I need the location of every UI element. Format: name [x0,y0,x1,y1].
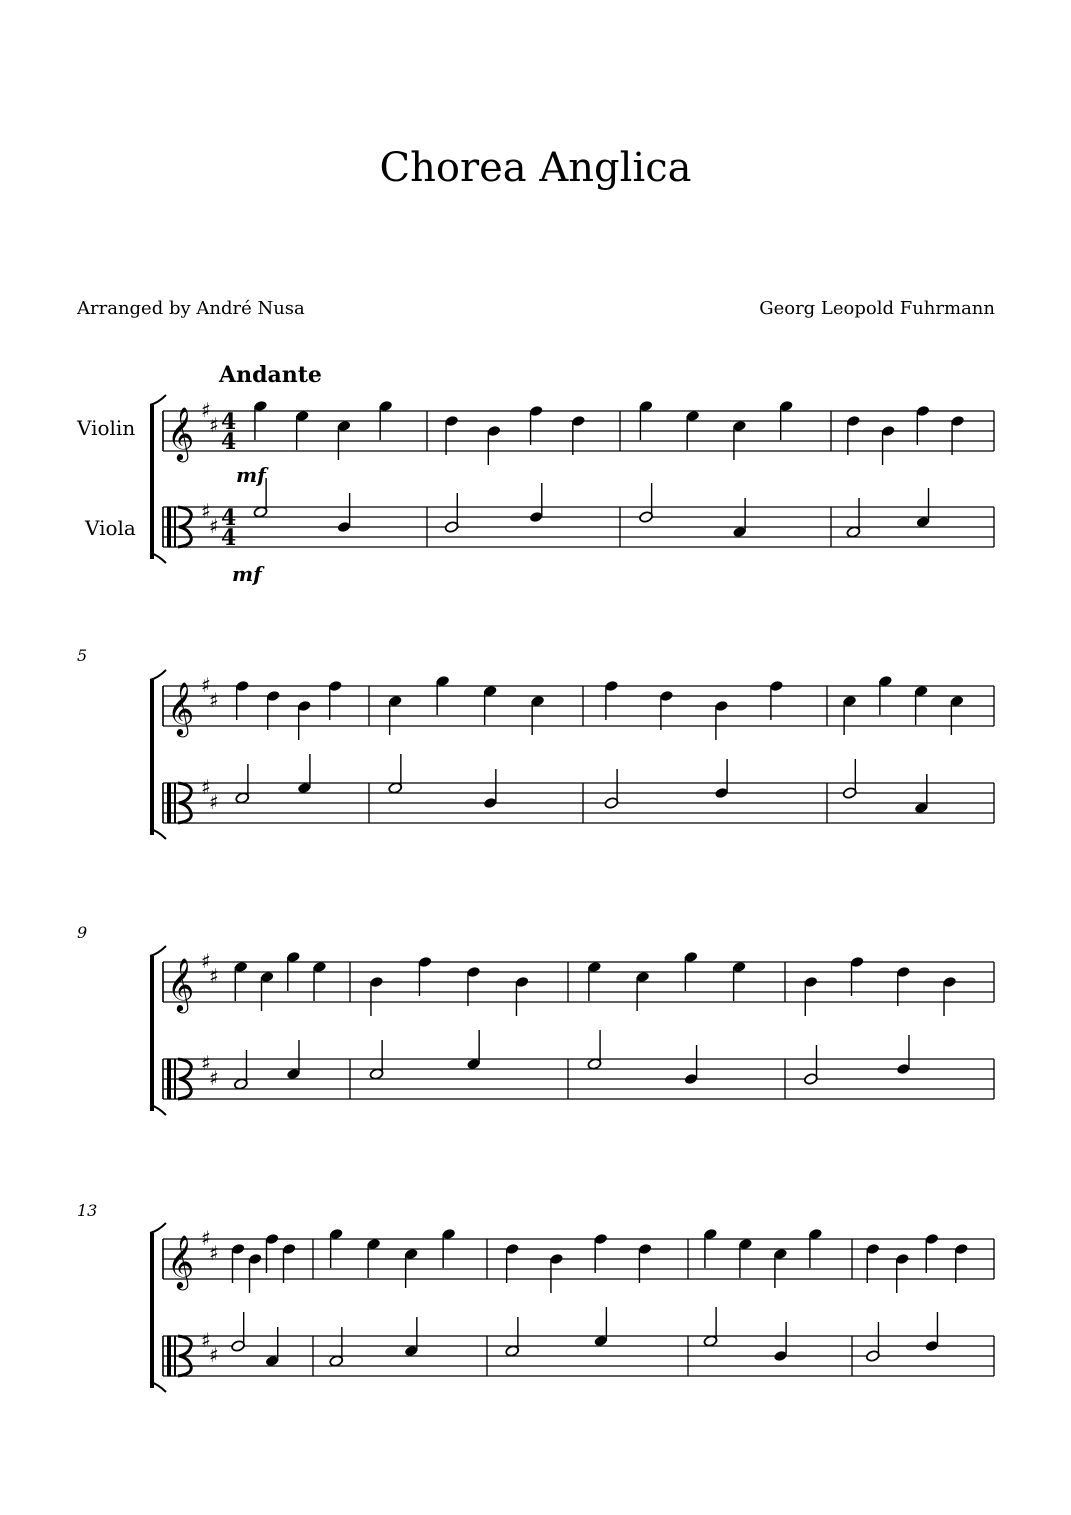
alto-clef-icon [167,1059,171,1099]
arranger-credit: Arranged by André Nusa [77,298,305,319]
sharp-icon: ♯ [201,775,211,799]
treble-clef-icon: 𝄞 [167,406,195,460]
system-bracket-hook [150,1223,166,1233]
treble-clef-icon: 𝄞 [167,957,195,1011]
sharp-icon: ♯ [209,1066,219,1090]
time-signature-bottom: 4 [221,525,237,551]
alto-clef-icon [167,507,171,547]
sharp-icon: ♯ [209,514,219,538]
alto-clef-icon [174,783,176,823]
system-bracket-hook [150,670,166,680]
tempo-marking: Andante [219,362,322,388]
sharp-icon: ♯ [201,499,211,523]
treble-clef-icon: 𝄞 [167,681,195,735]
measure-number-system-4: 13 [77,1201,98,1220]
dynamic-viola: mf [232,562,262,586]
sharp-icon: ♯ [209,413,219,437]
alto-clef-icon [174,507,176,547]
system-bracket [150,1233,154,1388]
system-bracket [150,405,154,559]
sharp-icon: ♯ [201,673,211,697]
treble-clef-icon: 𝄞 [167,1234,195,1288]
dynamic-violin: mf [236,463,266,487]
sharp-icon: ♯ [209,964,219,988]
system-bracket-hook [150,395,166,405]
alto-clef-icon [174,1059,176,1099]
time-signature-bottom: 4 [221,429,237,455]
sharp-icon: ♯ [201,1226,211,1250]
sharp-icon: ♯ [201,1328,211,1352]
alto-clef-icon [167,783,171,823]
alto-clef-icon [167,1336,171,1376]
system-bracket [150,956,154,1111]
instrument-label-viola: Viola [85,516,136,540]
measure-number-system-3: 9 [77,923,88,942]
sharp-icon: ♯ [209,1241,219,1265]
sharp-icon: ♯ [201,949,211,973]
alto-clef-icon [174,1336,176,1376]
instrument-label-violin: Violin [77,416,136,440]
sharp-icon: ♯ [201,398,211,422]
time-signature-top: 4 [221,505,237,531]
system-bracket [150,680,154,835]
sharp-icon: ♯ [209,1343,219,1367]
time-signature-top: 4 [221,409,237,435]
sharp-icon: ♯ [209,688,219,712]
measure-number-system-2: 5 [77,646,88,665]
system-bracket-hook [150,946,166,956]
page-title: Chorea Anglica [379,145,692,191]
sharp-icon: ♯ [209,790,219,814]
composer-credit: Georg Leopold Fuhrmann [759,298,995,319]
sharp-icon: ♯ [201,1051,211,1075]
